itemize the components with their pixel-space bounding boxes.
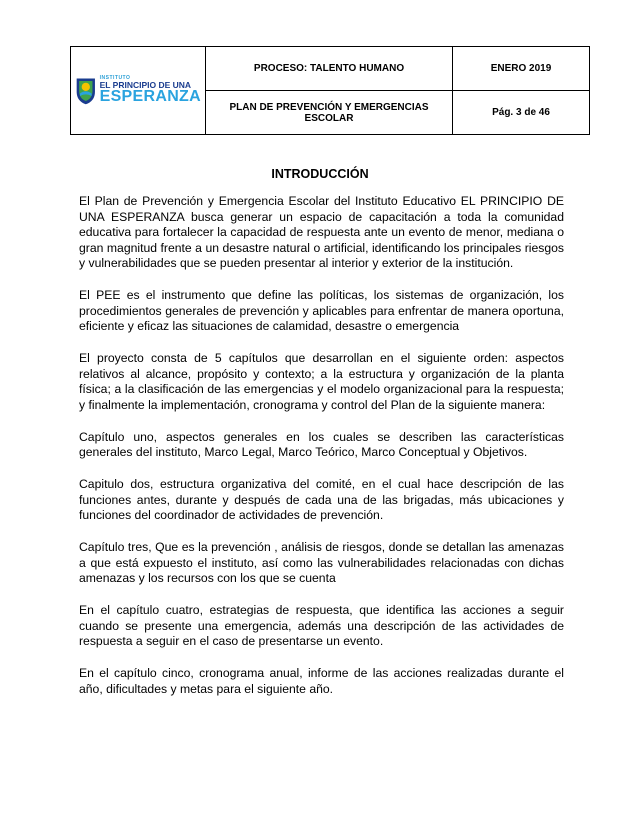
paragraph: Capítulo tres, Que es la prevención , análisis de riesgos, donde se detallan las amenazas a que está expuesto el instituto, así como las vulnerabilidades relacionadas con dichas amenazas y los recursos con los que se cuenta xyxy=(79,540,564,585)
paragraph: El PEE es el instrumento que define las políticas, los sistemas de organización, los procedimientos generales de prevención y aplicables para enfrentar de manera oportuna, eficiente y eficaz las situaciones de calamidad, desastre o emergencia xyxy=(79,288,564,333)
document-header-table xyxy=(70,46,590,135)
logo-line-institute: INSTITUTO xyxy=(99,74,131,81)
institute-logo xyxy=(75,49,201,133)
paragraph: El Plan de Prevención y Emergencia Escolar del Instituto Educativo EL PRINCIPIO DE UNA ESPERANZA busca generar un espacio de capacitación a toda la comunidad educativa para fortalecer la capacidad de respuesta ante un evento de menor, mediana o gran magnitud frente a un desastre natural o artificial, identificando los principales riesgos y vulnerabilidades que se pueden presentar al interior y exterior de la institución. xyxy=(79,194,564,270)
paragraph: En el capítulo cuatro, estrategias de respuesta, que identifica las acciones a seguir cuando se presente una emergencia, además una descripción de las actividades de respuesta a seguir en el caso de presentarse un evento. xyxy=(79,603,564,648)
process-cell: PROCESO: TALENTO HUMANO xyxy=(206,47,453,91)
date-cell: ENERO 2019 xyxy=(453,47,590,91)
logo-cell xyxy=(71,47,206,135)
paragraph: Capitulo dos, estructura organizativa del comité, en el cual hace descripción de las funciones antes, durante y después de cada una de las brigadas, más ubicaciones y funciones del coordinador de actividades de prevención. xyxy=(79,477,564,522)
logo-line-esperanza: ESPERANZA xyxy=(99,88,201,106)
section-title: INTRODUCCIÓN xyxy=(271,167,369,181)
crest-icon xyxy=(75,74,97,108)
plan-title-cell: PLAN DE PREVENCIÓN Y EMERGENCIAS ESCOLAR xyxy=(206,91,453,135)
document-body xyxy=(79,194,564,714)
paragraph: En el capítulo cinco, cronograma anual, informe de las acciones realizadas durante el año, dificultades y metas para el siguiente año. xyxy=(79,666,564,696)
paragraph: El proyecto consta de 5 capítulos que desarrollan en el siguiente orden: aspectos relativos al alcance, propósito y contexto; a la estructura y organización de la planta física; a la clasificación de las emergencias y el modelo organizacional para la respuesta; y finalmente la implementación, cronograma y control del Plan de la siguiente manera: xyxy=(79,351,564,412)
page-number-cell: Pág. 3 de 46 xyxy=(453,91,590,135)
paragraph: Capítulo uno, aspectos generales en los cuales se describen las características generales del instituto, Marco Legal, Marco Teórico, Marco Conceptual y Objetivos. xyxy=(79,429,564,459)
logo-line-principio: EL PRINCIPIO DE UNA xyxy=(99,79,192,90)
